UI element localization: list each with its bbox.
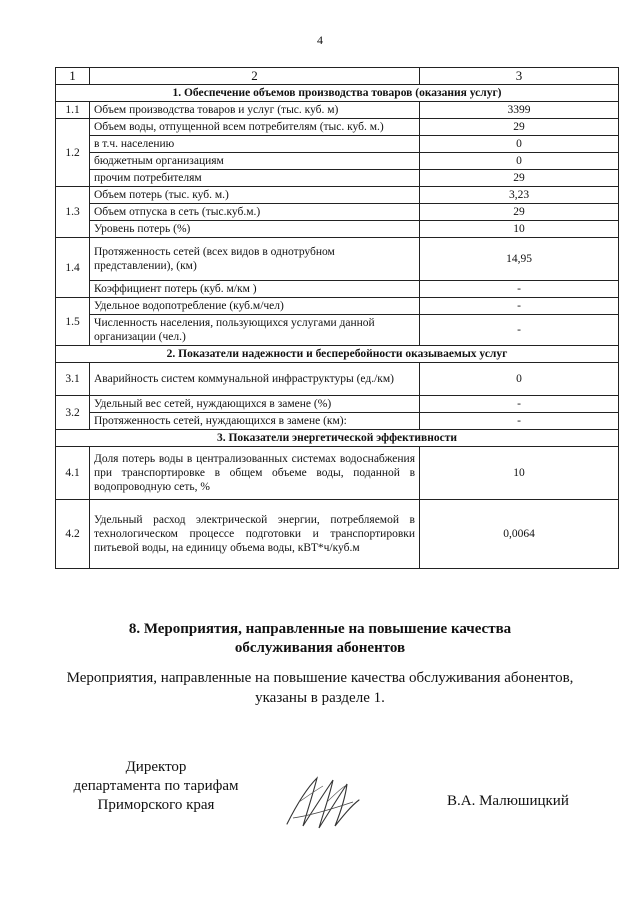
table-header-row [56,68,619,85]
row-value: - [420,281,619,298]
row-value: 0 [420,363,619,396]
table-row [56,221,619,238]
row-value: - [420,413,619,430]
signatory-position [56,758,256,815]
table-row [56,396,619,413]
header-col-3: 3 [420,68,619,85]
section-8-title-line: обслуживания абонентов [234,640,406,656]
row-label: Объем отпуска в сеть (тыс.куб.м.) [90,204,420,221]
section-row [56,346,619,363]
row-label: в т.ч. населению [90,136,420,153]
row-label: Удельное водопотребление (куб.м/чел) [90,298,420,315]
row-label: Протяженность сетей (всех видов в однотрубном представлении), (км) [90,238,420,281]
table-row [56,500,619,569]
row-label: Объем производства товаров и услуг (тыс. куб. м) [90,102,420,119]
section-8-title [70,620,570,658]
row-value: - [420,315,619,346]
row-label: Аварийность систем коммунальной инфраструктуры (ед./км) [90,363,420,396]
row-number: 1.5 [56,298,90,346]
row-label: Удельный вес сетей, нуждающихся в замене (%) [90,396,420,413]
table-row [56,119,619,136]
table-row [56,136,619,153]
page-number: 4 [317,33,323,47]
table-row [56,238,619,281]
table-row [56,298,619,315]
row-number: 1.2 [56,119,90,187]
row-label: Доля потерь воды в централизованных системах водоснабжения при транспортировке в общем объеме воды, поданной в водопроводную сеть, % [90,447,420,500]
signatory-line: Директор [125,759,187,775]
row-label: Протяженность сетей, нуждающихся в замене (км): [90,413,420,430]
row-value: 29 [420,119,619,136]
row-number: 1.4 [56,238,90,298]
row-value: 0,0064 [420,500,619,569]
row-value: 14,95 [420,238,619,281]
section-row [56,85,619,102]
table-row [56,281,619,298]
table-row [56,315,619,346]
section-title: 2. Показатели надежности и бесперебойности оказываемых услуг [56,346,619,363]
row-value: 0 [420,153,619,170]
row-label: Удельный расход электрической энергии, потребляемой в технологическом процессе подготовки и транспортировки питьевой воды, на единицу объема воды, кВТ*ч/куб.м [90,500,420,569]
table-row [56,363,619,396]
row-value: 29 [420,204,619,221]
section-row [56,430,619,447]
signatory-line: Приморского края [97,797,215,813]
header-col-2: 2 [90,68,420,85]
row-number: 1.3 [56,187,90,238]
section-title: 3. Показатели энергетической эффективности [56,430,619,447]
table-row [56,170,619,187]
table-row [56,447,619,500]
section-8-text [45,668,595,708]
row-value: 3399 [420,102,619,119]
table-row [56,153,619,170]
row-number: 1.1 [56,102,90,119]
row-label: Объем воды, отпущенной всем потребителям (тыс. куб. м.) [90,119,420,136]
section-title: 1. Обеспечение объемов производства товаров (оказания услуг) [56,85,619,102]
row-value: - [420,298,619,315]
section-8-title-line: 8. Мероприятия, направленные на повышение качества [128,621,512,637]
row-value: 3,23 [420,187,619,204]
table-row [56,204,619,221]
row-value: 29 [420,170,619,187]
table-row [56,187,619,204]
row-value: - [420,396,619,413]
row-value: 10 [420,221,619,238]
row-number: 4.2 [56,500,90,569]
table-row [56,102,619,119]
section-8-text-line: указаны в разделе 1. [255,690,385,706]
row-number: 3.2 [56,396,90,430]
row-number: 3.1 [56,363,90,396]
row-label: Уровень потерь (%) [90,221,420,238]
handwritten-signature [283,772,363,832]
indicators-table [55,67,619,569]
signatory-name: В.А. Малюшицкий [447,793,569,809]
header-col-1: 1 [56,68,90,85]
row-label: Объем потерь (тыс. куб. м.) [90,187,420,204]
row-label: бюджетным организациям [90,153,420,170]
section-8-text-line: Мероприятия, направленные на повышение качества обслуживания абонентов, [66,670,574,686]
signatory-line: департамента по тарифам [73,778,239,794]
row-label: прочим потребителям [90,170,420,187]
table-row [56,413,619,430]
row-value: 10 [420,447,619,500]
row-value: 0 [420,136,619,153]
row-label: Коэффициент потерь (куб. м/км ) [90,281,420,298]
row-number: 4.1 [56,447,90,500]
row-label: Численность населения, пользующихся услугами данной организации (чел.) [90,315,420,346]
